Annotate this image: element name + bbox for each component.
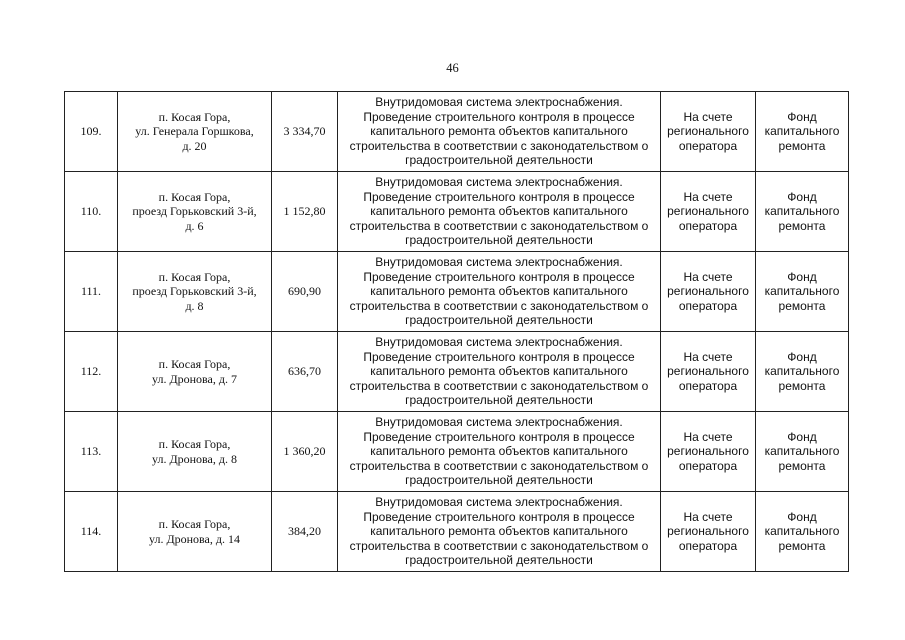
work-description-cell: Внутридомовая система электроснабжения. Проведение строительного контроля в процессе капитального ремонта объектов капитального строительства в соответствии с законодательством о градостроительной деятельности — [338, 412, 661, 492]
table-row — [65, 172, 849, 252]
address-line: ул. Дронова, д. 7 — [151, 371, 237, 386]
table-row — [65, 252, 849, 332]
table-row — [65, 492, 849, 572]
address-cell — [118, 172, 272, 252]
address-cell — [118, 412, 272, 492]
funding-method-cell: На счете регионального оператора — [661, 492, 756, 572]
address-line: ул. Генерала Горшкова, — [135, 124, 254, 139]
address-line: п. Косая Гора, — [158, 436, 231, 451]
funding-method-cell: На счете регионального оператора — [661, 172, 756, 252]
funding-method-cell: На счете регионального оператора — [661, 412, 756, 492]
address-line: ул. Дронова, д. 14 — [148, 531, 240, 546]
address-line: д. 6 — [185, 218, 204, 233]
row-number: 111. — [65, 252, 118, 332]
address-cell — [118, 252, 272, 332]
address-line: п. Косая Гора, — [158, 109, 231, 124]
address-line: п. Косая Гора, — [158, 189, 231, 204]
funding-source-cell: Фонд капитального ремонта — [756, 92, 849, 172]
amount-cell: 1 360,20 — [272, 412, 338, 492]
page-number: 46 — [446, 61, 459, 75]
address-cell — [118, 492, 272, 572]
table-body — [65, 92, 849, 572]
work-description-cell: Внутридомовая система электроснабжения. Проведение строительного контроля в процессе капитального ремонта объектов капитального строительства в соответствии с законодательством о градостроительной деятельности — [338, 332, 661, 412]
table-row — [65, 332, 849, 412]
funding-source-cell: Фонд капитального ремонта — [756, 252, 849, 332]
table-row — [65, 412, 849, 492]
work-description-cell: Внутридомовая система электроснабжения. Проведение строительного контроля в процессе капитального ремонта объектов капитального строительства в соответствии с законодательством о градостроительной деятельности — [338, 252, 661, 332]
address-line: проезд Горьковский 3-й, — [132, 284, 257, 299]
funding-source-cell: Фонд капитального ремонта — [756, 332, 849, 412]
address-line: д. 20 — [182, 138, 207, 153]
address-cell — [118, 92, 272, 172]
address-line: п. Косая Гора, — [158, 269, 231, 284]
funding-method-cell: На счете регионального оператора — [661, 92, 756, 172]
row-number: 112. — [65, 332, 118, 412]
address-line: д. 8 — [185, 298, 204, 313]
work-description-cell: Внутридомовая система электроснабжения. Проведение строительного контроля в процессе капитального ремонта объектов капитального строительства в соответствии с законодательством о градостроительной деятельности — [338, 172, 661, 252]
funding-source-cell: Фонд капитального ремонта — [756, 412, 849, 492]
funding-source-cell: Фонд капитального ремонта — [756, 172, 849, 252]
row-number: 114. — [65, 492, 118, 572]
work-description-cell: Внутридомовая система электроснабжения. Проведение строительного контроля в процессе капитального ремонта объектов капитального строительства в соответствии с законодательством о градостроительной деятельности — [338, 92, 661, 172]
funding-method-cell: На счете регионального оператора — [661, 252, 756, 332]
amount-cell: 690,90 — [272, 252, 338, 332]
amount-cell: 1 152,80 — [272, 172, 338, 252]
row-number: 110. — [65, 172, 118, 252]
funding-source-cell: Фонд капитального ремонта — [756, 492, 849, 572]
work-description-cell: Внутридомовая система электроснабжения. Проведение строительного контроля в процессе капитального ремонта объектов капитального строительства в соответствии с законодательством о градостроительной деятельности — [338, 492, 661, 572]
address-line: п. Косая Гора, — [158, 356, 231, 371]
address-line: ул. Дронова, д. 8 — [151, 451, 237, 466]
address-cell — [118, 332, 272, 412]
address-line: проезд Горьковский 3-й, — [132, 204, 257, 219]
works-table — [64, 91, 849, 572]
row-number: 109. — [65, 92, 118, 172]
amount-cell: 384,20 — [272, 492, 338, 572]
amount-cell: 3 334,70 — [272, 92, 338, 172]
amount-cell: 636,70 — [272, 332, 338, 412]
address-line: п. Косая Гора, — [158, 516, 231, 531]
row-number: 113. — [65, 412, 118, 492]
funding-method-cell: На счете регионального оператора — [661, 332, 756, 412]
table-row — [65, 92, 849, 172]
